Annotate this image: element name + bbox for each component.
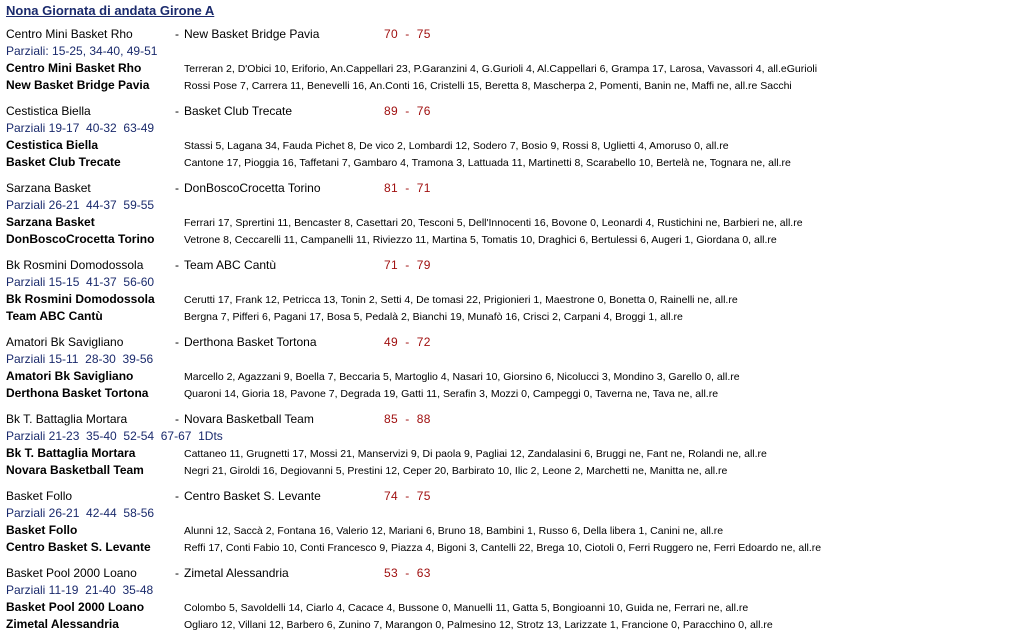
- away-team: New Basket Bridge Pavia: [184, 27, 320, 41]
- quarter-partials: Parziali 26-21 44-37 59-55: [6, 198, 155, 212]
- away-players: Reffi 17, Conti Fabio 10, Conti Francesco 9, Piazza 4, Bigoni 3, Cantelli 22, Brega 10, Ciotoli 0, Ferri Ruggero ne, Ferri Edoardo ne, all.re: [184, 542, 822, 554]
- final-score: 85 - 88: [384, 412, 431, 426]
- separator-dash: -: [175, 489, 179, 503]
- home-team: Amatori Bk Savigliano: [6, 335, 124, 349]
- away-team: Centro Basket S. Levante: [184, 489, 321, 503]
- home-team: Cestistica Biella: [6, 104, 91, 118]
- quarter-partials: Parziali 15-11 28-30 39-56: [6, 352, 154, 366]
- final-score: 49 - 72: [384, 335, 431, 349]
- home-team: Sarzana Basket: [6, 181, 91, 195]
- separator-dash: -: [175, 181, 179, 195]
- away-team-bold: Centro Basket S. Levante: [6, 540, 151, 554]
- away-players: Cantone 17, Pioggia 16, Taffetani 7, Gambaro 4, Tramona 3, Lattuada 11, Martinetti 8, Scarabello 10, Bertelà ne, Tognara ne, all.re: [184, 157, 791, 169]
- separator-dash: -: [175, 258, 179, 272]
- home-team-bold: Sarzana Basket: [6, 215, 95, 229]
- away-team-bold: Basket Club Trecate: [6, 155, 121, 169]
- quarter-partials: Parziali 21-23 35-40 52-54 67-67 1Dts: [6, 429, 223, 443]
- final-score: 74 - 75: [384, 489, 431, 503]
- page-title[interactable]: Nona Giornata di andata Girone A: [6, 3, 215, 18]
- home-players: Alunni 12, Saccà 2, Fontana 16, Valerio 12, Mariani 6, Bruno 18, Bambini 1, Russo 6, Della libera 1, Canini ne, all.re: [184, 525, 724, 537]
- final-score: 53 - 63: [384, 566, 431, 580]
- away-team-bold: New Basket Bridge Pavia: [6, 78, 150, 92]
- final-score: 81 - 71: [384, 181, 431, 195]
- home-team-bold: Cestistica Biella: [6, 138, 99, 152]
- home-players: Cerutti 17, Frank 12, Petricca 13, Tonin 2, Setti 4, De tomasi 22, Prigionieri 1, Maestrone 0, Bonetta 0, Rainelli ne, all.re: [184, 294, 738, 306]
- home-team: Bk T. Battaglia Mortara: [6, 412, 128, 426]
- final-score: 71 - 79: [384, 258, 431, 272]
- quarter-partials: Parziali 11-19 21-40 35-48: [6, 583, 154, 597]
- quarter-partials: Parziali 15-15 41-37 56-60: [6, 275, 155, 289]
- away-players: Quaroni 14, Gioria 18, Pavone 7, Degrada 19, Gatti 11, Serafin 3, Mozzi 0, Campeggi 0, Taverna ne, Tava ne, all.re: [184, 388, 719, 400]
- separator-dash: -: [175, 335, 179, 349]
- away-team: Derthona Basket Tortona: [184, 335, 317, 349]
- quarter-partials: Parziali 26-21 42-44 58-56: [6, 506, 155, 520]
- home-team-bold: Bk T. Battaglia Mortara: [6, 446, 136, 460]
- home-players: Marcello 2, Agazzani 9, Boella 7, Beccaria 5, Martoglio 4, Nasari 10, Giorsino 6, Nicolucci 3, Mondino 3, Garello 0, all.re: [184, 371, 740, 383]
- home-team: Bk Rosmini Domodossola: [6, 258, 144, 272]
- home-team: Basket Pool 2000 Loano: [6, 566, 137, 580]
- home-team-bold: Basket Follo: [6, 523, 78, 537]
- separator-dash: -: [175, 27, 179, 41]
- home-team-bold: Centro Mini Basket Rho: [6, 61, 142, 75]
- away-team-bold: Team ABC Cantù: [6, 309, 103, 323]
- separator-dash: -: [175, 412, 179, 426]
- away-team-bold: Zimetal Alessandria: [6, 617, 119, 631]
- home-players: Colombo 5, Savoldelli 14, Ciarlo 4, Cacace 4, Bussone 0, Manuelli 11, Gatta 5, Bongioanni 10, Guida ne, Ferrari ne, all.re: [184, 602, 749, 614]
- home-team-bold: Bk Rosmini Domodossola: [6, 292, 155, 306]
- away-players: Rossi Pose 7, Carrera 11, Benevelli 16, An.Conti 16, Cristelli 15, Beretta 8, Mascherpa 2, Pomenti, Banin ne, Maffi ne, all.re Sacchi: [184, 80, 792, 92]
- quarter-partials: Parziali 19-17 40-32 63-49: [6, 121, 155, 135]
- home-players: Ferrari 17, Sprertini 11, Bencaster 8, Casettari 20, Tesconi 5, Dell'Innocenti 16, Bovone 0, Leonardi 4, Rustichini ne, Barbieri ne, all.re: [184, 217, 803, 229]
- separator-dash: -: [175, 104, 179, 118]
- away-team: Basket Club Trecate: [184, 104, 293, 118]
- away-team: Zimetal Alessandria: [184, 566, 289, 580]
- away-team-bold: Derthona Basket Tortona: [6, 386, 149, 400]
- home-players: Stassi 5, Lagana 34, Fauda Pichet 8, De vico 2, Lombardi 12, Sodero 7, Bosio 9, Rossi 8, Uglietti 4, Amoruso 0, all.re: [184, 140, 729, 152]
- away-team: Novara Basketball Team: [184, 412, 314, 426]
- home-team: Basket Follo: [6, 489, 73, 503]
- home-players: Cattaneo 11, Grugnetti 17, Mossi 21, Manservizi 9, Di paola 9, Pagliai 12, Zandalasini 6, Bruggi ne, Fant ne, Rolandi ne, all.re: [184, 448, 767, 460]
- home-team-bold: Amatori Bk Savigliano: [6, 369, 134, 383]
- away-team: Team ABC Cantù: [184, 258, 277, 272]
- away-team-bold: DonBoscoCrocetta Torino: [6, 232, 155, 246]
- away-players: Ogliaro 12, Villani 12, Barbero 6, Zunino 7, Marangon 0, Palmesino 12, Strotz 13, Larizzate 1, Francione 0, Paracchino 0, all.re: [184, 619, 773, 631]
- home-team: Centro Mini Basket Rho: [6, 27, 133, 41]
- quarter-partials: Parziali: 15-25, 34-40, 49-51: [6, 44, 158, 58]
- away-team: DonBoscoCrocetta Torino: [184, 181, 321, 195]
- away-team-bold: Novara Basketball Team: [6, 463, 144, 477]
- away-players: Bergna 7, Pifferi 6, Pagani 17, Bosa 5, Pedalà 2, Bianchi 19, Munafò 16, Crisci 2, Carpani 4, Broggi 1, all.re: [184, 311, 683, 323]
- away-players: Negri 21, Giroldi 16, Degiovanni 5, Prestini 12, Ceper 20, Barbirato 10, Ilic 2, Leone 2, Marchetti ne, Manitta ne, all.re: [184, 465, 728, 477]
- away-players: Vetrone 8, Ceccarelli 11, Campanelli 11, Riviezzo 11, Martina 5, Tomatis 10, Draghici 6, Bertulessi 6, Augeri 1, Giordana 0, all.re: [184, 234, 777, 246]
- separator-dash: -: [175, 566, 179, 580]
- home-players: Terreran 2, D'Obici 10, Eriforio, An.Cappellari 23, P.Garanzini 4, G.Gurioli 4, Al.Cappellari 6, Grampa 17, Larosa, Vavassori 4, all.eGurioli: [184, 63, 818, 75]
- final-score: 89 - 76: [384, 104, 431, 118]
- home-team-bold: Basket Pool 2000 Loano: [6, 600, 145, 614]
- final-score: 70 - 75: [384, 27, 431, 41]
